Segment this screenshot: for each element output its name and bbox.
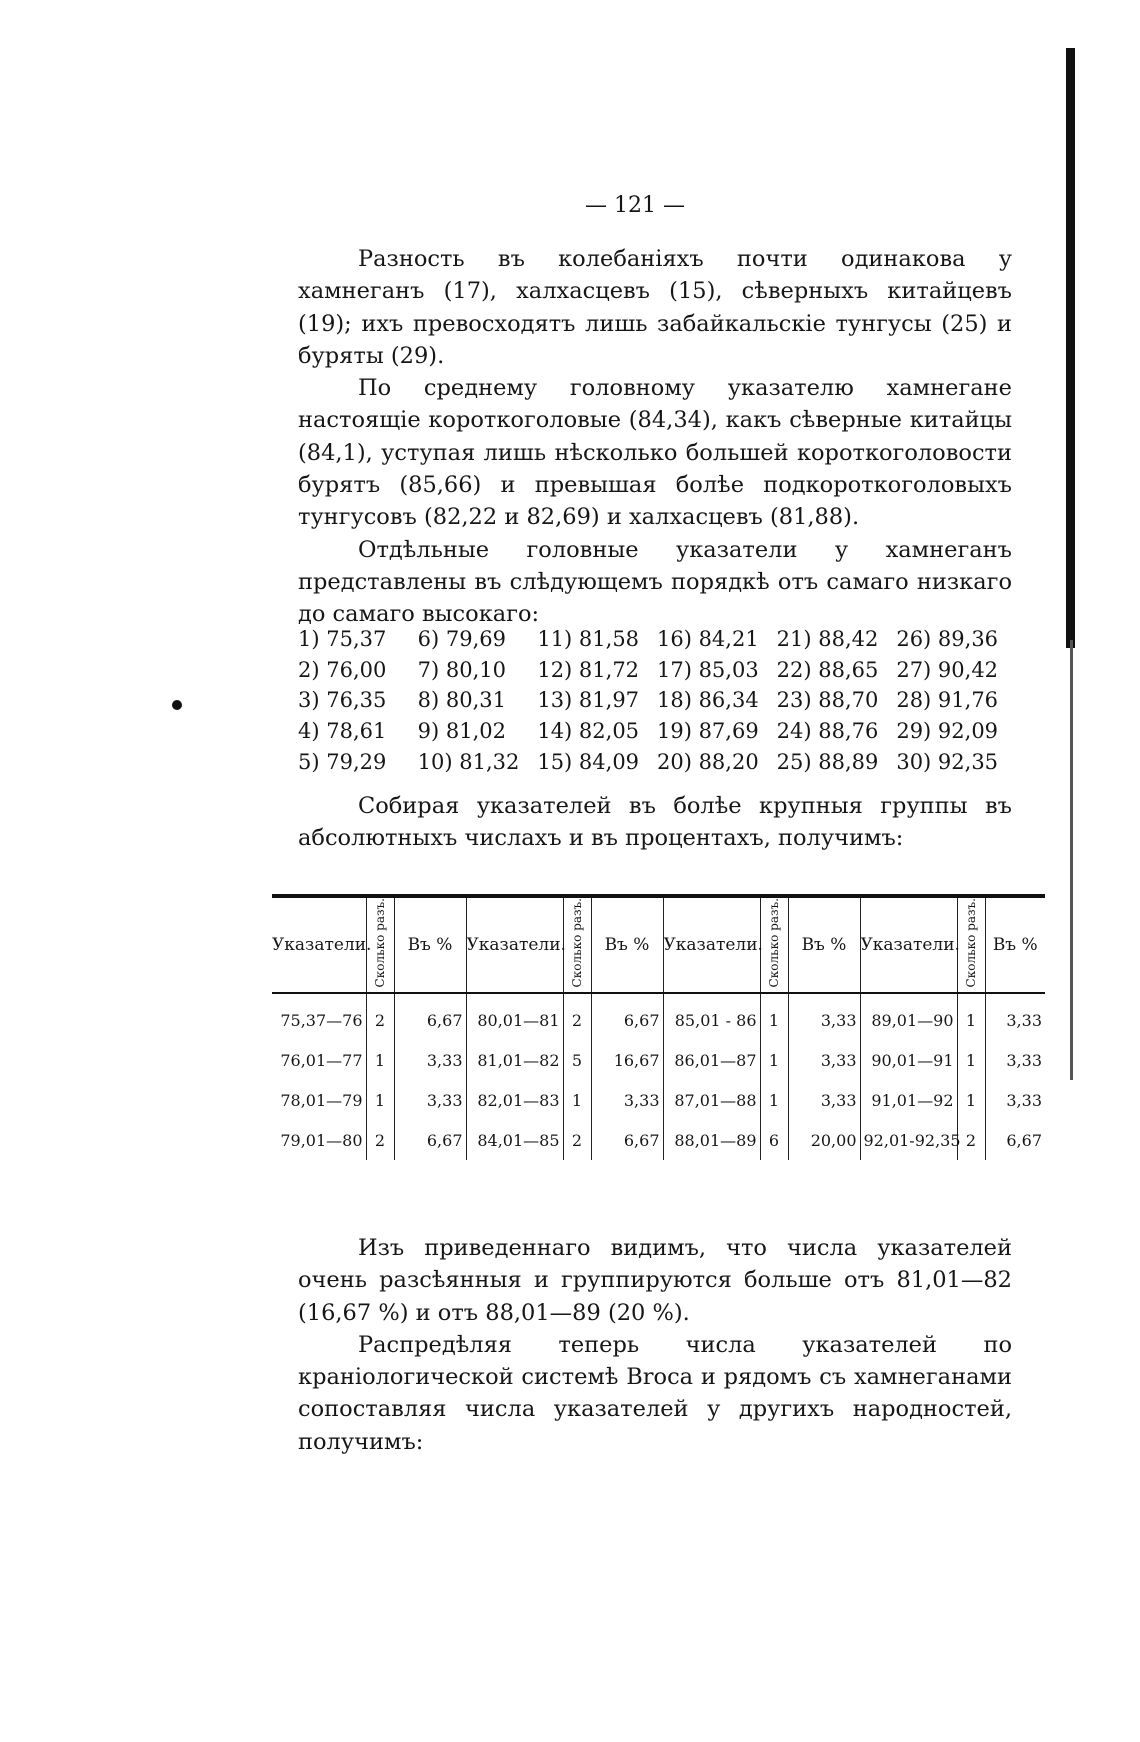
cell-range: 78,01—79: [280, 1090, 363, 1110]
cell-percent: 3,33: [591, 1080, 663, 1120]
cell-count: 1: [760, 993, 788, 1040]
cell-count: 2: [563, 993, 591, 1040]
cell-percent: 3,33: [788, 993, 860, 1040]
list-item: 4) 78,61: [298, 719, 387, 744]
list-item: 21) 88,42: [776, 627, 879, 651]
list-item: 3) 76,35: [298, 688, 387, 713]
header-count: Сколько разъ.: [372, 898, 387, 988]
paragraph-grouping: Собирая указателей въ болѣе крупныя группы въ абсолютныхъ числахъ и въ процентахъ, получимъ:: [298, 793, 1012, 852]
cell-percent: 6,67: [591, 993, 663, 1040]
list-item: 13) 81,97: [537, 688, 640, 713]
list-item: 7) 80,10: [417, 657, 507, 682]
cell-range: 75,37—76: [280, 1010, 363, 1030]
cell-range: 84,01—85: [466, 1120, 563, 1160]
cell-range: 76,01—77: [280, 1050, 363, 1070]
cell-range: 86,01—87: [663, 1040, 760, 1080]
cell-range: 88,01—89: [663, 1120, 760, 1160]
list-item: 1) 75,37: [298, 627, 387, 651]
cell-count: 1: [957, 1080, 985, 1120]
list-item: 16) 84,21: [656, 627, 759, 651]
text-block-top: [298, 243, 1012, 631]
cell-range: 79,01—80: [280, 1130, 363, 1150]
header-indicator: Указатели.: [466, 896, 563, 993]
cell-count: 5: [563, 1040, 591, 1080]
cell-percent: 6,67: [394, 993, 466, 1040]
header-count: Сколько разъ.: [766, 898, 781, 988]
cell-percent: 3,33: [788, 1080, 860, 1120]
cell-range: 89,01—90: [860, 993, 957, 1040]
cell-count: 6: [760, 1120, 788, 1160]
cell-count: 1: [366, 1080, 394, 1120]
list-item: 25) 88,89: [776, 749, 879, 774]
cell-range: 81,01—82: [466, 1040, 563, 1080]
table-row: [272, 1120, 1045, 1160]
list-item: 27) 90,42: [896, 657, 999, 682]
list-item: 30) 92,35: [896, 749, 999, 774]
list-item: 6) 79,69: [417, 627, 507, 651]
header-indicator: Указатели.: [272, 896, 366, 993]
paragraph-differences: Разность въ колебаніяхъ почти одинакова у хамнеганъ (17), халхасцевъ (15), сѣверныхъ китайцевъ (19); ихъ превосходятъ лишь забайкальскіе тунгусы (25) и буряты (29).: [298, 246, 1012, 369]
list-item: 11) 81,58: [537, 627, 640, 651]
cell-count: 1: [563, 1080, 591, 1120]
cell-count: 2: [563, 1120, 591, 1160]
list-item: 5) 79,29: [298, 749, 387, 774]
cell-range: 85,01 - 86: [663, 993, 760, 1040]
cell-count: 1: [957, 1040, 985, 1080]
list-item: 14) 82,05: [537, 719, 640, 744]
cell-count: 1: [366, 1040, 394, 1080]
list-item: 23) 88,70: [776, 688, 879, 713]
cell-percent: 6,67: [394, 1120, 466, 1160]
list-item: 10) 81,32: [417, 749, 520, 774]
cell-range: 92,01-92,35: [860, 1120, 957, 1160]
cell-range: 82,01—83: [466, 1080, 563, 1120]
table-row: [272, 1040, 1045, 1080]
list-item: 12) 81,72: [537, 657, 640, 682]
cell-percent: 6,67: [985, 1120, 1045, 1160]
cell-count: 2: [366, 993, 394, 1040]
cell-count: 1: [760, 1080, 788, 1120]
list-item: 26) 89,36: [896, 627, 999, 651]
cell-percent: 3,33: [788, 1040, 860, 1080]
header-indicator: Указатели.: [663, 896, 760, 993]
list-item: 9) 81,02: [417, 719, 507, 744]
list-item: 20) 88,20: [656, 749, 759, 774]
cell-percent: 3,33: [985, 1040, 1045, 1080]
cell-percent: 3,33: [985, 993, 1045, 1040]
list-item: 15) 84,09: [537, 749, 640, 774]
list-item: 28) 91,76: [896, 688, 999, 713]
header-percent: Въ %: [591, 896, 663, 993]
list-item: 29) 92,09: [896, 719, 999, 744]
list-item: 24) 88,76: [776, 719, 879, 744]
ink-dot: [172, 700, 182, 710]
index-list: [298, 627, 1016, 780]
text-block-middle: [298, 790, 1012, 855]
paragraph-conclusion: Изъ приведеннаго видимъ, что числа указателей очень разсѣянныя и группируются больше отъ 81,01—82 (16,67 %) и отъ 88,01—89 (20 %).: [298, 1235, 1012, 1326]
header-indicator: Указатели.: [860, 896, 957, 993]
list-item: 8) 80,31: [417, 688, 507, 713]
cell-range: 87,01—88: [663, 1080, 760, 1120]
cell-count: 2: [366, 1120, 394, 1160]
paragraph-broca: Распредѣляя теперь числа указателей по краніологической системѣ Broca и рядомъ съ хамнеганами сопоставляя числа указателей у другихъ народностей, получимъ:: [298, 1331, 1012, 1455]
list-item: 22) 88,65: [776, 657, 879, 682]
header-percent: Въ %: [394, 896, 466, 993]
scan-edge: [1066, 48, 1075, 648]
scan-edge-shadow: [1070, 640, 1073, 1080]
page-number: — 121 —: [585, 193, 685, 218]
list-item: 17) 85,03: [656, 657, 759, 682]
cell-count: 1: [760, 1040, 788, 1080]
cell-percent: 3,33: [394, 1080, 466, 1120]
cell-percent: 3,33: [394, 1040, 466, 1080]
paragraph-individual-indices: Отдѣльные головные указатели у хамнеганъ представлены въ слѣдующемъ порядкѣ отъ самаго низкаго до самаго высокаго:: [298, 536, 1012, 628]
header-percent: Въ %: [985, 896, 1045, 993]
cell-range: 90,01—91: [860, 1040, 957, 1080]
cell-percent: 3,33: [985, 1080, 1045, 1120]
header-count: Сколько разъ.: [963, 898, 978, 988]
list-item: 2) 76,00: [298, 657, 387, 682]
header-count: Сколько разъ.: [569, 898, 584, 988]
grouped-index-table: [272, 894, 1045, 1160]
cell-range: 80,01—81: [466, 993, 563, 1040]
cell-count: 1: [957, 993, 985, 1040]
cell-percent: 6,67: [591, 1120, 663, 1160]
header-percent: Въ %: [788, 896, 860, 993]
cell-percent: 20,00: [788, 1120, 860, 1160]
list-item: 18) 86,34: [656, 688, 759, 713]
cell-range: 91,01—92: [860, 1080, 957, 1120]
text-block-bottom: [298, 1232, 1012, 1458]
cell-count: 2: [957, 1120, 985, 1160]
paragraph-mean-index: По среднему головному указателю хамнегане настоящіе короткоголовые (84,34), какъ сѣверные китайцы (84,1), уступая лишь нѣсколько большей короткоголовости бурятъ (85,66) и превышая болѣе подкороткоголовыхъ тунгусовъ (82,22 и 82,69) и халхасцевъ (81,88).: [298, 375, 1012, 531]
cell-percent: 16,67: [591, 1040, 663, 1080]
table-row: [272, 1080, 1045, 1120]
list-item: 19) 87,69: [656, 719, 759, 744]
table-row: [272, 993, 1045, 1040]
